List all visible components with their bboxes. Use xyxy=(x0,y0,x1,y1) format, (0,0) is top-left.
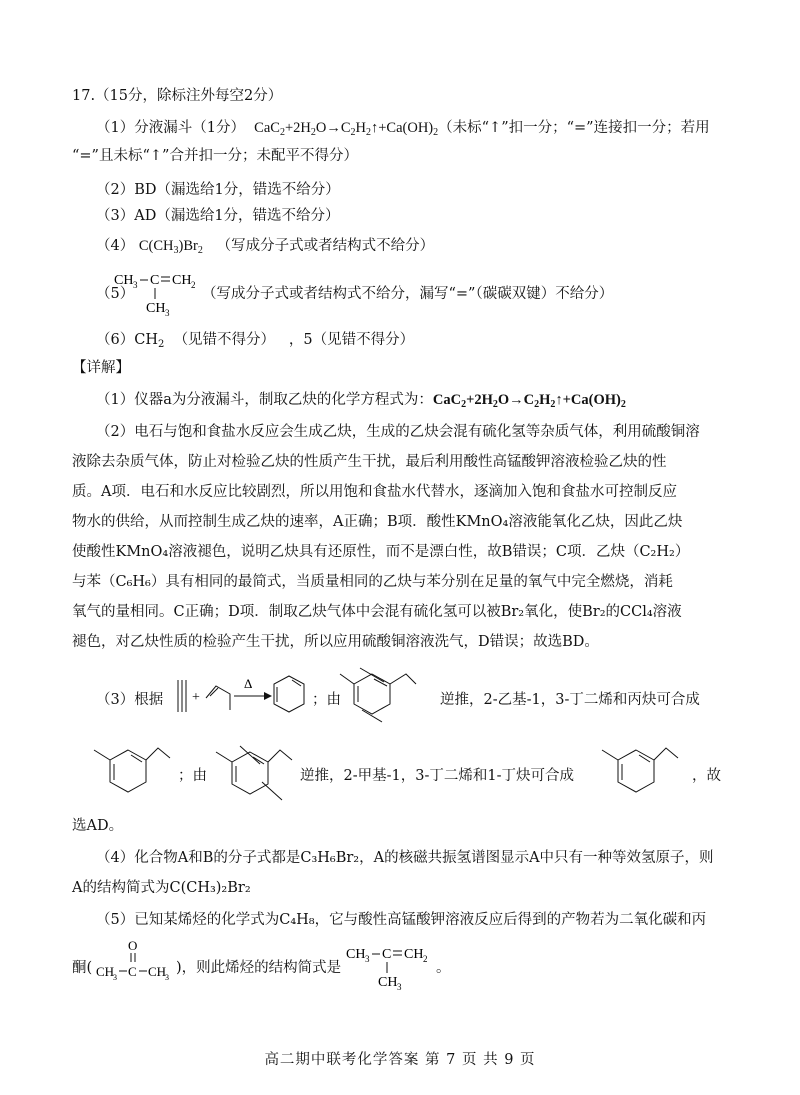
detail-3-g: 选AD。 xyxy=(72,818,124,834)
isobutylene-structure-1 xyxy=(112,266,202,318)
svg-text:CH: CH xyxy=(346,947,366,962)
svg-text:3: 3 xyxy=(165,308,170,318)
svg-text:3: 3 xyxy=(165,973,169,982)
detail-5-end: 。 xyxy=(436,960,451,976)
detail-5-mid: )，则此烯烃的结构简式是 xyxy=(176,960,342,976)
svg-text:3: 3 xyxy=(113,973,117,982)
detail-4-l1: （4）化合物A和B的分子式都是C₃H₆Br₂，A的核磁共振氢谱图显示A中只有一种等效氢原子，则 xyxy=(96,850,714,866)
detail-2-l5: 使酸性KMnO₄溶液褪色，说明乙炔具有还原性，而不是漂白性，故B错误；C项．乙炔（C₂H₂） xyxy=(72,544,690,560)
svg-text:CH: CH xyxy=(404,947,424,962)
product-ring-2 xyxy=(590,738,690,810)
svg-text:2: 2 xyxy=(423,954,428,964)
answer-4: （4） $C(CH_3)Br_2$ （写成分子式或者结构式不给分） xyxy=(96,238,435,256)
svg-text:C: C xyxy=(150,273,160,288)
svg-text:3: 3 xyxy=(397,982,402,992)
question-title: 17.（15分，除标注外每空2分） xyxy=(72,88,283,104)
retro-ring-1 xyxy=(332,656,432,726)
answer-3: （3）AD（漏选给1分，错选不给分） xyxy=(96,208,340,224)
svg-text:+: + xyxy=(192,690,200,705)
detail-3-f: ，故 xyxy=(692,768,721,784)
detail-5-pre: 酮( xyxy=(72,960,93,976)
diels-alder-scheme xyxy=(172,668,312,724)
answer-1 xyxy=(96,118,710,138)
detail-2-l3: 质。A项．电石和水反应比较剧烈，所以用饱和食盐水代替水，逐滴加入饱和食盐水可控制反应 xyxy=(72,484,677,500)
retro-ring-2 xyxy=(204,738,304,810)
svg-text:C: C xyxy=(382,947,392,962)
svg-text:O: O xyxy=(128,938,138,953)
detail-5-l1: （5）已知某烯烃的化学式为C₄H₈，它与酸性高锰酸钾溶液反应后得到的产物若为二氧化碳和丙 xyxy=(96,912,707,928)
detail-1: （1）仪器a为分液漏斗，制取乙炔的化学方程式为：$CaC_2+2H_2O\to C_2H_2↑+Ca(OH)_2$ xyxy=(96,392,626,410)
svg-text:CH: CH xyxy=(378,975,398,990)
answer-1-note: （未标“↑”扣一分；“=”连接扣一分；若用 xyxy=(438,120,710,136)
svg-text:CH: CH xyxy=(114,273,134,288)
detail-2-l1: （2）电石与饱和食盐水反应会生成乙炔，生成的乙炔会混有硫化氢等杂质气体，利用硫酸铜溶 xyxy=(96,424,700,440)
detail-heading: 【详解】 xyxy=(72,360,130,376)
svg-text:2: 2 xyxy=(191,280,196,290)
answer-1-label: （1）分液漏斗（1分） xyxy=(96,120,245,136)
page-footer: 高二期中联考化学答案 第 7 页 共 9 页 xyxy=(264,1052,536,1068)
answer-6: $(6)CH_2$ （见错不得分） ，5（见错不得分） xyxy=(96,332,415,350)
answer-2: （2）BD（漏选给1分，错选不给分） xyxy=(96,182,340,198)
svg-text:C: C xyxy=(128,964,137,979)
detail-2-l4: 物水的供给，从而控制生成乙炔的速率，A正确；B项．酸性KMnO₄溶液能氧化乙炔，因此乙炔 xyxy=(72,514,683,530)
acetone-structure xyxy=(96,936,176,984)
detail-2-l2: 液除去杂质气体，防止对检验乙炔的性质产生干扰，最后利用酸性高锰酸钾溶液检验乙炔的性 xyxy=(72,454,667,470)
detail-3-c: 逆推，2-乙基-1，3-丁二烯和丙炔可合成 xyxy=(440,692,700,708)
detail-2-l8: 褪色，对乙炔性质的检验产生干扰，所以应用硫酸铜溶液洗气，D错误；故选BD。 xyxy=(72,634,599,650)
detail-3-e: 逆推，2-甲基-1，3-丁二烯和1-丁炔可合成 xyxy=(300,768,574,784)
svg-text:Δ: Δ xyxy=(244,676,253,691)
svg-text:3: 3 xyxy=(365,954,370,964)
isobutylene-structure-2 xyxy=(344,940,434,992)
svg-text:CH: CH xyxy=(172,273,192,288)
detail-3-d: ；由 xyxy=(178,768,207,784)
equation-1: $CaC_2+2H_2O\to C_2H_2↑+Ca(OH)_2$ xyxy=(254,120,439,138)
svg-text:CH: CH xyxy=(148,964,167,979)
answer-1-note-cont: “=”且未标“↑”合并扣一分；未配平不得分） xyxy=(72,148,358,164)
detail-3-a: （3）根据 xyxy=(96,692,164,708)
svg-text:CH: CH xyxy=(146,301,166,316)
svg-text:3: 3 xyxy=(133,280,138,290)
product-ring-1 xyxy=(78,738,178,810)
detail-2-l6: 与苯（C₆H₆）具有相同的最简式，当质量相同的乙炔与苯分别在足量的氧气中完全燃烧，消耗 xyxy=(72,574,673,590)
answer-5: （5） xyxy=(96,286,135,302)
answer-5-note: （写成分子式或者结构式不给分，漏写“=”（碳碳双键）不给分） xyxy=(202,286,614,302)
detail-2-l7: 氧气的量相同。C正确；D项．制取乙炔气体中会混有硫化氢可以被Br₂氧化，使Br₂的CCl₄溶液 xyxy=(72,604,682,620)
detail-4-l2: A的结构简式为C(CH₃)₂Br₂ xyxy=(72,880,251,896)
svg-text:CH: CH xyxy=(96,964,115,979)
detail-3-b: ；由 xyxy=(312,692,341,708)
